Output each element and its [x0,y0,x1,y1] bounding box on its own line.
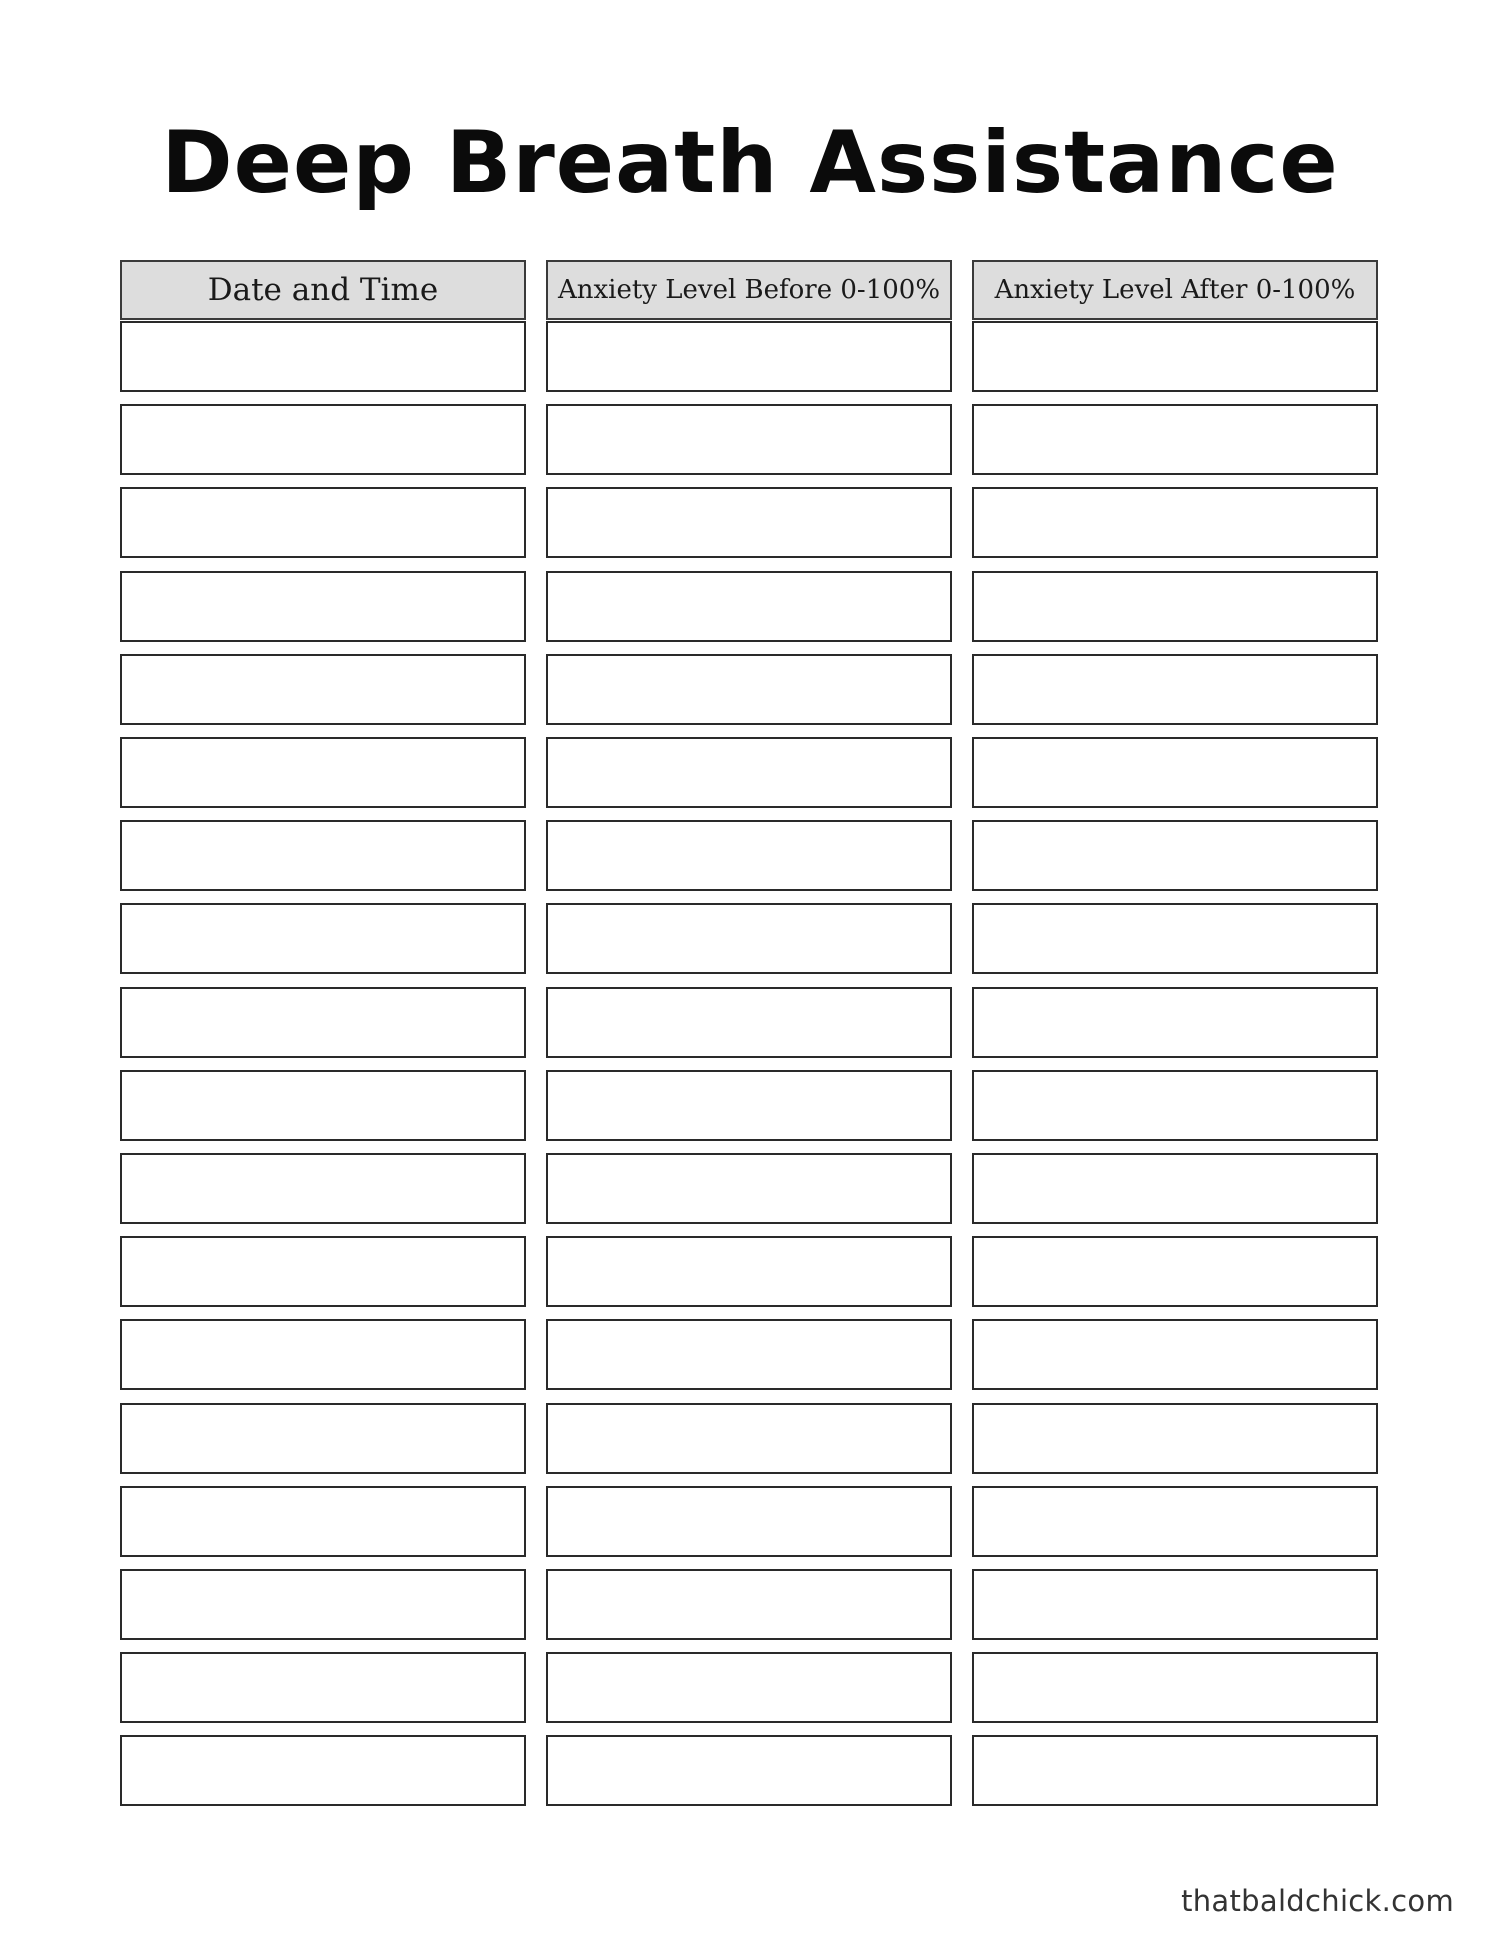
entry-cell-date-time[interactable] [120,1403,526,1474]
entry-cell-date-time[interactable] [120,321,526,392]
entry-cell-date-time[interactable] [120,1486,526,1557]
entry-cell-date-time[interactable] [120,1153,526,1224]
entry-cell-date-time[interactable] [120,987,526,1058]
entry-cell-date-time[interactable] [120,1236,526,1307]
entry-cell-date-time[interactable] [120,1319,526,1390]
column-header-anxiety-after: Anxiety Level After 0-100% [972,260,1378,320]
entry-cell-date-time[interactable] [120,1652,526,1723]
entry-cell-date-time[interactable] [120,487,526,558]
entry-cell-anxiety-before[interactable] [546,737,952,808]
entry-cell-anxiety-after[interactable] [972,1486,1378,1557]
entry-cell-anxiety-after[interactable] [972,820,1378,891]
entry-cell-date-time[interactable] [120,404,526,475]
entry-cell-anxiety-before[interactable] [546,1070,952,1141]
entry-cell-anxiety-after[interactable] [972,1652,1378,1723]
entry-cell-date-time[interactable] [120,1569,526,1640]
entry-cell-anxiety-after[interactable] [972,737,1378,808]
entry-cell-anxiety-before[interactable] [546,1403,952,1474]
entry-cell-anxiety-before[interactable] [546,571,952,642]
column-header-date-time: Date and Time [120,260,526,320]
entry-cell-anxiety-before[interactable] [546,1652,952,1723]
entry-cell-anxiety-before[interactable] [546,654,952,725]
entry-cell-anxiety-after[interactable] [972,1153,1378,1224]
entry-cell-anxiety-after[interactable] [972,404,1378,475]
entry-cell-anxiety-after[interactable] [972,1569,1378,1640]
entry-cell-anxiety-before[interactable] [546,321,952,392]
entry-cell-anxiety-before[interactable] [546,903,952,974]
entry-cell-anxiety-before[interactable] [546,1569,952,1640]
entry-cell-anxiety-after[interactable] [972,1236,1378,1307]
entry-cell-date-time[interactable] [120,903,526,974]
column-header-anxiety-before: Anxiety Level Before 0-100% [546,260,952,320]
entry-cell-anxiety-before[interactable] [546,1735,952,1806]
entry-cell-anxiety-before[interactable] [546,1153,952,1224]
entry-cell-anxiety-after[interactable] [972,487,1378,558]
entry-cell-anxiety-before[interactable] [546,404,952,475]
entry-cell-anxiety-after[interactable] [972,1403,1378,1474]
entry-cell-anxiety-after[interactable] [972,1070,1378,1141]
footer-website: thatbaldchick.com [1181,1884,1454,1918]
entry-cell-anxiety-after[interactable] [972,571,1378,642]
entry-cell-date-time[interactable] [120,1070,526,1141]
entry-cell-anxiety-before[interactable] [546,1319,952,1390]
page-title: Deep Breath Assistance [161,113,1339,213]
entry-cell-anxiety-after[interactable] [972,321,1378,392]
entry-cell-anxiety-before[interactable] [546,1236,952,1307]
entry-cell-anxiety-after[interactable] [972,654,1378,725]
entry-cell-date-time[interactable] [120,571,526,642]
entry-cell-anxiety-after[interactable] [972,987,1378,1058]
entry-cell-date-time[interactable] [120,737,526,808]
entry-cell-anxiety-after[interactable] [972,1319,1378,1390]
entry-cell-anxiety-after[interactable] [972,903,1378,974]
entry-cell-anxiety-before[interactable] [546,1486,952,1557]
entry-cell-anxiety-after[interactable] [972,1735,1378,1806]
entry-cell-date-time[interactable] [120,1735,526,1806]
entry-cell-date-time[interactable] [120,654,526,725]
entry-cell-date-time[interactable] [120,820,526,891]
entry-cell-anxiety-before[interactable] [546,487,952,558]
entry-cell-anxiety-before[interactable] [546,987,952,1058]
entry-cell-anxiety-before[interactable] [546,820,952,891]
